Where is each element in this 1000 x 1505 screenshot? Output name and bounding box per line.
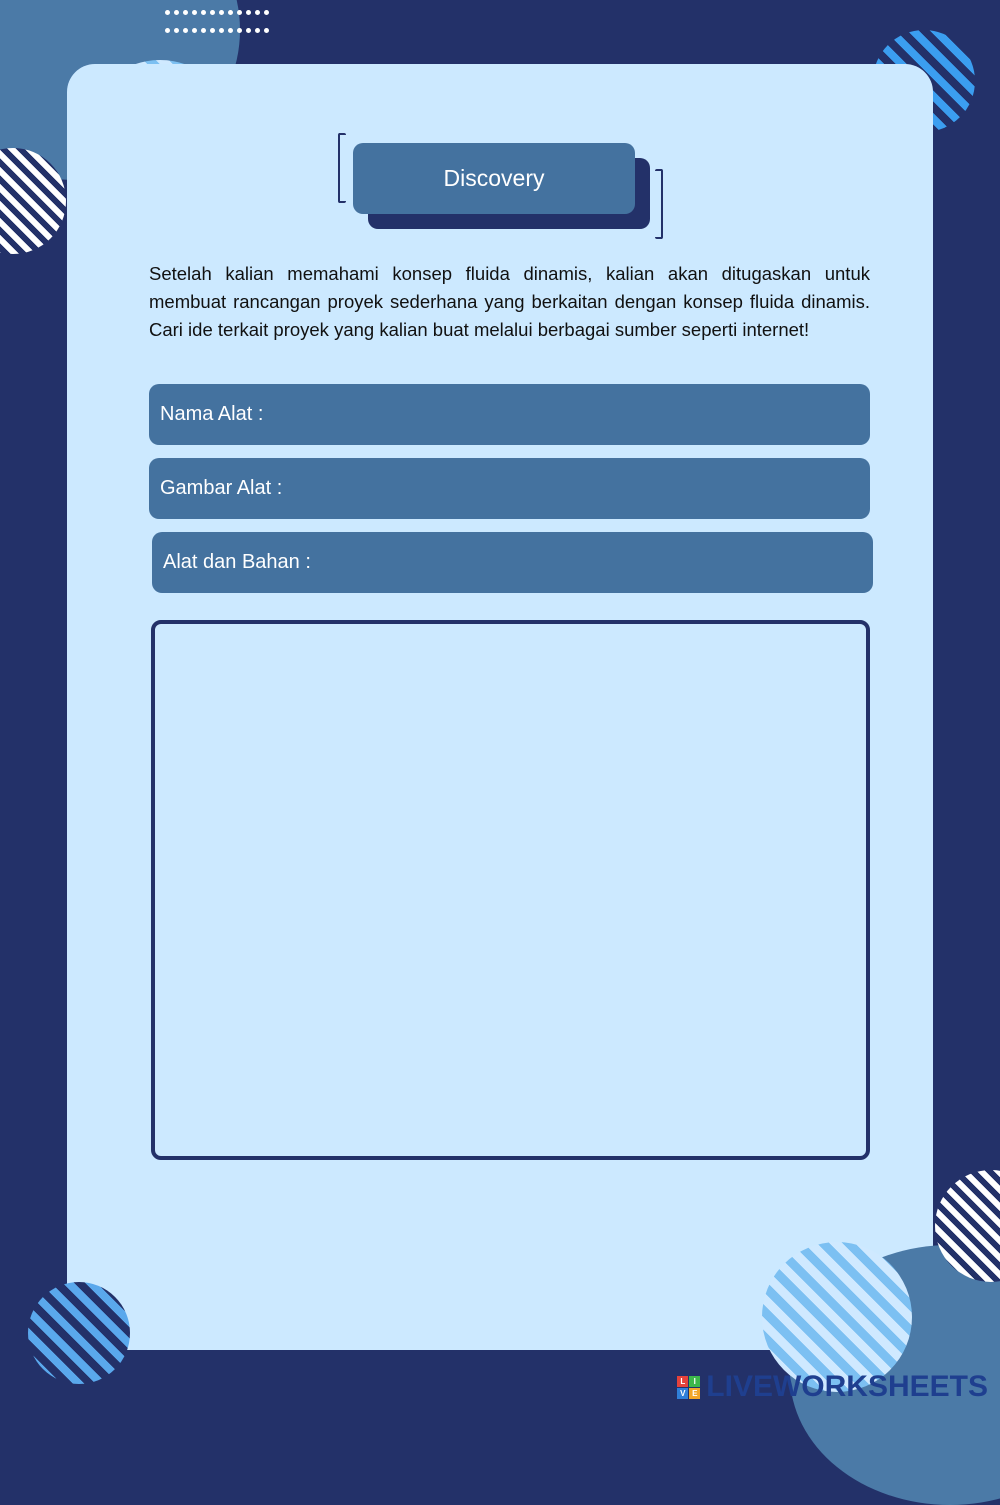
liveworksheets-brand (677, 1370, 988, 1404)
instruction-text: Setelah kalian memahami konsep fluida dinamis, kalian akan ditugaskan untuk membuat rancangan proyek sederhana yang berkaitan dengan konsep fluida dinamis. Cari ide terkait proyek yang kalian buat melalui berbagai sumber seperti internet! (149, 263, 870, 340)
title-banner (338, 133, 663, 239)
alat-dan-bahan-field[interactable]: Alat dan Bahan : (152, 532, 873, 593)
title-bracket-left (338, 133, 346, 203)
title-bracket-right (655, 169, 663, 239)
answer-textbox[interactable] (151, 620, 870, 1160)
nama-alat-field[interactable]: Nama Alat : (149, 384, 870, 445)
bottom-left-striped-circle (28, 1282, 130, 1384)
gambar-alat-field[interactable]: Gambar Alat : (149, 458, 870, 519)
brand-text: LIVEWORKSHEETS (706, 1370, 988, 1403)
dots-pattern (163, 3, 273, 21)
liveworksheets-logo-icon: L I V E (677, 1376, 700, 1399)
page-title: Discovery (353, 143, 635, 214)
